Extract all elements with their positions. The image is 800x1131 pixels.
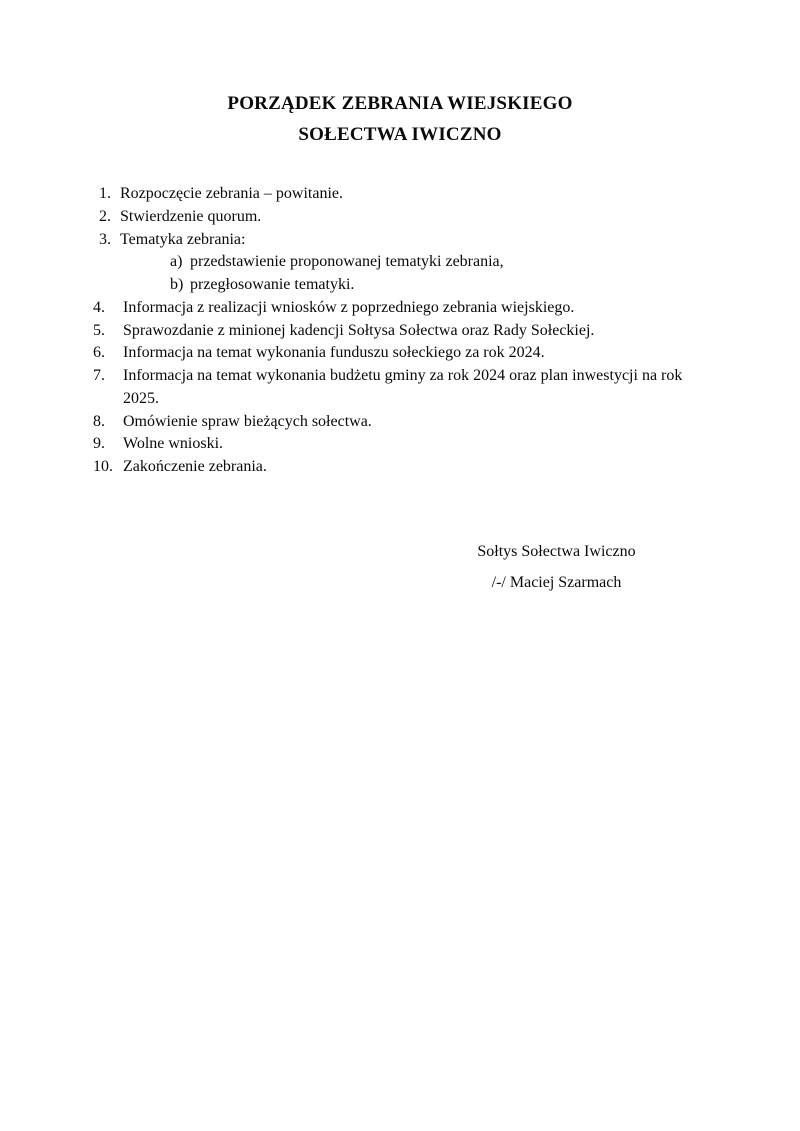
agenda-list bbox=[0, 183, 800, 479]
agenda-item-marker: 5. bbox=[93, 321, 105, 339]
agenda-item bbox=[0, 433, 800, 456]
agenda-item-marker: 3. bbox=[99, 230, 111, 248]
agenda-item-text: przegłosowanie tematyki. bbox=[190, 276, 355, 293]
agenda-item-marker: 10. bbox=[93, 458, 113, 475]
agenda-item-marker: 4. bbox=[93, 298, 105, 316]
agenda-item-text: Omówienie spraw bieżących sołectwa. bbox=[123, 412, 372, 430]
agenda-item-text: Sprawozdanie z minionej kadencji Sołtysa Sołectwa oraz Rady Sołeckiej. bbox=[123, 321, 595, 339]
signature-name: /-/ Maciej Szarmach bbox=[491, 574, 622, 591]
agenda-item-text: Informacja na temat wykonania budżetu gminy za rok 2024 oraz plan inwestycji na rok 2025. bbox=[123, 367, 683, 407]
agenda-item-marker: 1. bbox=[99, 185, 111, 202]
agenda-item-marker: 7. bbox=[93, 367, 105, 384]
signature-role: Sołtys Sołectwa Iwiczno bbox=[477, 543, 636, 560]
agenda-item bbox=[0, 320, 800, 343]
agenda-item-text: przedstawienie proponowanej tematyki zebrania, bbox=[190, 253, 504, 271]
agenda-item-text: Informacja z realizacji wniosków z poprzedniego zebrania wiejskiego. bbox=[123, 298, 575, 316]
agenda-item-text: Rozpoczęcie zebrania – powitanie. bbox=[120, 185, 343, 202]
agenda-item-text: Wolne wnioski. bbox=[123, 435, 224, 453]
agenda-item-marker: a) bbox=[170, 253, 183, 271]
agenda-item-text: Stwierdzenie quorum. bbox=[120, 207, 262, 225]
agenda-item bbox=[0, 274, 800, 297]
agenda-item-text: Zakończenie zebrania. bbox=[123, 458, 267, 475]
document-title-line1: PORZĄDEK ZEBRANIA WIEJSKIEGO bbox=[227, 93, 573, 114]
agenda-item bbox=[0, 251, 800, 274]
agenda-item-marker: 2. bbox=[99, 207, 111, 225]
agenda-item bbox=[0, 183, 800, 206]
agenda-item-marker: 9. bbox=[93, 435, 105, 453]
document-title-line2: SOŁECTWA IWICZNO bbox=[298, 124, 502, 145]
agenda-item bbox=[0, 297, 800, 320]
agenda-item bbox=[0, 229, 800, 252]
agenda-item-marker: 8. bbox=[93, 412, 105, 430]
signature-block bbox=[430, 536, 683, 598]
agenda-item bbox=[0, 411, 800, 434]
agenda-item bbox=[0, 365, 800, 411]
agenda-item-text: Informacja na temat wykonania funduszu sołeckiego za rok 2024. bbox=[123, 344, 545, 362]
agenda-item-marker: b) bbox=[170, 276, 184, 293]
agenda-item bbox=[0, 206, 800, 229]
agenda-item bbox=[0, 342, 800, 365]
agenda-item bbox=[0, 456, 800, 479]
agenda-item-marker: 6. bbox=[93, 344, 105, 362]
agenda-item-text: Tematyka zebrania: bbox=[120, 230, 246, 248]
